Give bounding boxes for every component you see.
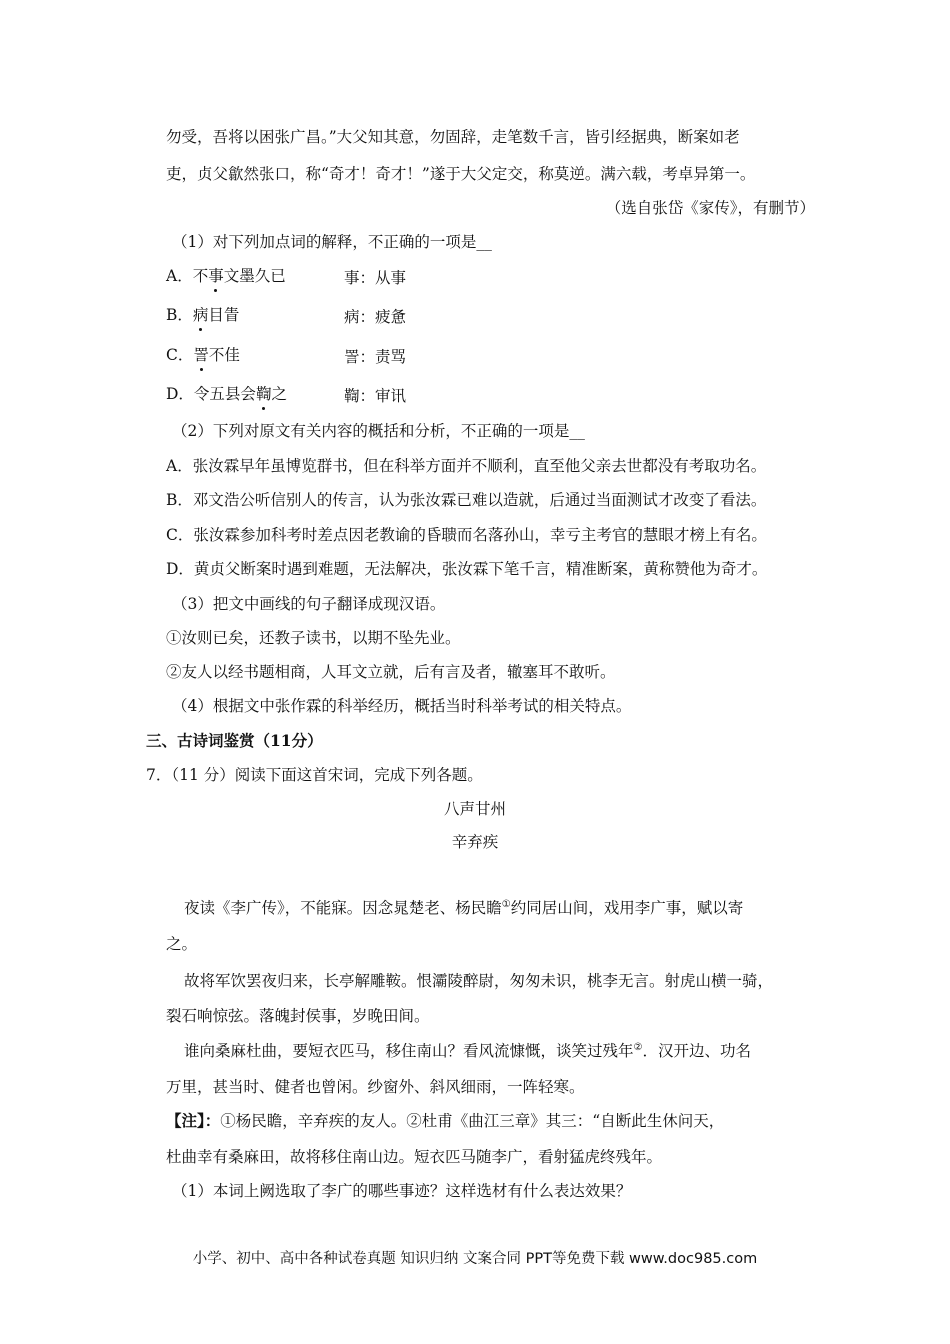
- poem-author: 辛弃疾: [451, 833, 499, 851]
- passage-line-1: 勿受，吾将以困张广昌。”大父知其意，勿固辞，走笔数千言，皆引经据典，断案如老: [166, 128, 740, 146]
- q7-sub-question-1: （1）本词上阙选取了李广的哪些事迹？这样选材有什么表达效果？: [172, 1182, 632, 1200]
- q3-item-2: ②友人以经书题相商，人耳文立就，后有言及者，辙塞耳不敢听。: [166, 663, 616, 681]
- passage-source: （选自张岱《家传》，有删节）: [605, 199, 815, 217]
- q2-option-c: C．张汝霖参加科考时差点因老教谕的昏聩而名落孙山，幸亏主考官的慧眼才榜上有名。: [166, 526, 767, 544]
- option-text: C．: [166, 346, 194, 364]
- q1-option-d: [166, 384, 287, 404]
- q1-gloss-d: 鞫：审讯: [344, 387, 407, 405]
- q4-stem: （4）根据文中张作霖的科举经历，概括当时科举考试的相关特点。: [172, 697, 632, 715]
- dotted-word: 事: [208, 267, 224, 285]
- q2-option-d: D．黄贞父断案时遇到难题，无法解决，张汝霖下笔千言，精准断案，黄称赞他为奇才。: [166, 560, 768, 578]
- footnote-marker: ②: [633, 1041, 643, 1053]
- option-text: 文墨久已: [223, 267, 286, 285]
- page-footer: 小学、初中、高中各种试卷真题 知识归纳 文案合同 PPT等免费下载 www.doc985.com: [192, 1251, 758, 1267]
- poem-text: 谁向桑麻杜曲，要短衣匹马，移住南山？看风流慷慨，谈笑过残年: [184, 1042, 634, 1060]
- option-text: D．令五县会: [166, 385, 256, 403]
- q3-stem: （3）把文中画线的句子翻译成现汉语。: [172, 595, 446, 613]
- poem-upper-line-2: 裂石响惊弦。落魄封侯事，岁晚田间。: [166, 1007, 430, 1025]
- passage-line-2: 吏，贞父歙然张口，称“奇才！奇才！”遂于大父定交，称莫逆。满六载，考卓异第一。: [166, 165, 756, 183]
- poem-lower-line-1: [184, 1041, 751, 1061]
- q1-option-a: [166, 266, 286, 286]
- footnote-marker: ①: [501, 898, 511, 910]
- note-line-2: 杜曲幸有桑麻田，故将移住南山边。短衣匹马随李广，看射猛虎终残年。: [166, 1148, 663, 1166]
- note-text: ①杨民瞻，辛弃疾的友人。②杜甫《曲江三章》其三：“自断此生休问天，: [220, 1112, 725, 1130]
- preface-text: 夜读《李广传》，不能寐。因念晁楚老、杨民瞻: [184, 899, 502, 917]
- dotted-word: 鞫: [255, 385, 272, 403]
- poem-text: ．汉开边、功名: [642, 1042, 751, 1060]
- poem-preface-line-1: [184, 898, 743, 918]
- preface-text: 约同居山间，戏用李广事，赋以寄: [510, 899, 744, 917]
- dotted-word: 詈: [193, 346, 209, 364]
- option-text: 不佳: [208, 346, 240, 364]
- q3-item-1: ①汝则已矣，还教子读书，以期不坠先业。: [166, 629, 461, 647]
- note-label: 【注】：: [166, 1111, 221, 1130]
- q1-gloss-c: 詈：责骂: [344, 348, 407, 366]
- option-text: B．: [166, 306, 193, 324]
- q7-stem: 7．（11 分）阅读下面这首宋词，完成下列各题。: [146, 766, 483, 784]
- q2-stem: （2）下列对原文有关内容的概括和分析，不正确的一项是__: [172, 422, 585, 440]
- q1-stem: （1）对下列加点词的解释，不正确的一项是__: [172, 233, 492, 251]
- q1-gloss-a: 事：从事: [344, 269, 407, 287]
- poem-upper-line-1: 故将军饮罢夜归来，长亭解雕鞍。恨灞陵醉尉，匆匆未识，桃李无言。射虎山横一骑，: [184, 972, 774, 990]
- dotted-word: 病: [192, 306, 209, 324]
- section-3-heading: 三、古诗词鉴赏（11分）: [146, 731, 323, 750]
- option-text: 之: [271, 385, 287, 403]
- q1-option-c: [166, 345, 240, 365]
- option-text: 目眚: [208, 306, 240, 324]
- q1-option-b: [166, 305, 239, 325]
- q2-option-b: B．邓文浩公听信别人的传言，认为张汝霖已难以造就，后通过当面测试才改变了看法。: [166, 491, 767, 509]
- poem-lower-line-2: 万里，甚当时、健者也曾闲。纱窗外、斜风细雨，一阵轻寒。: [166, 1078, 585, 1096]
- q2-option-a: A．张汝霖早年虽博览群书，但在科举方面并不顺利，直至他父亲去世都没有考取功名。: [166, 457, 767, 475]
- poem-title: 八声甘州: [443, 800, 506, 818]
- poem-preface-line-2: 之。: [166, 935, 198, 953]
- option-text: A．不: [166, 267, 209, 285]
- note-line-1: [166, 1111, 724, 1131]
- q1-gloss-b: 病：疲惫: [344, 308, 407, 326]
